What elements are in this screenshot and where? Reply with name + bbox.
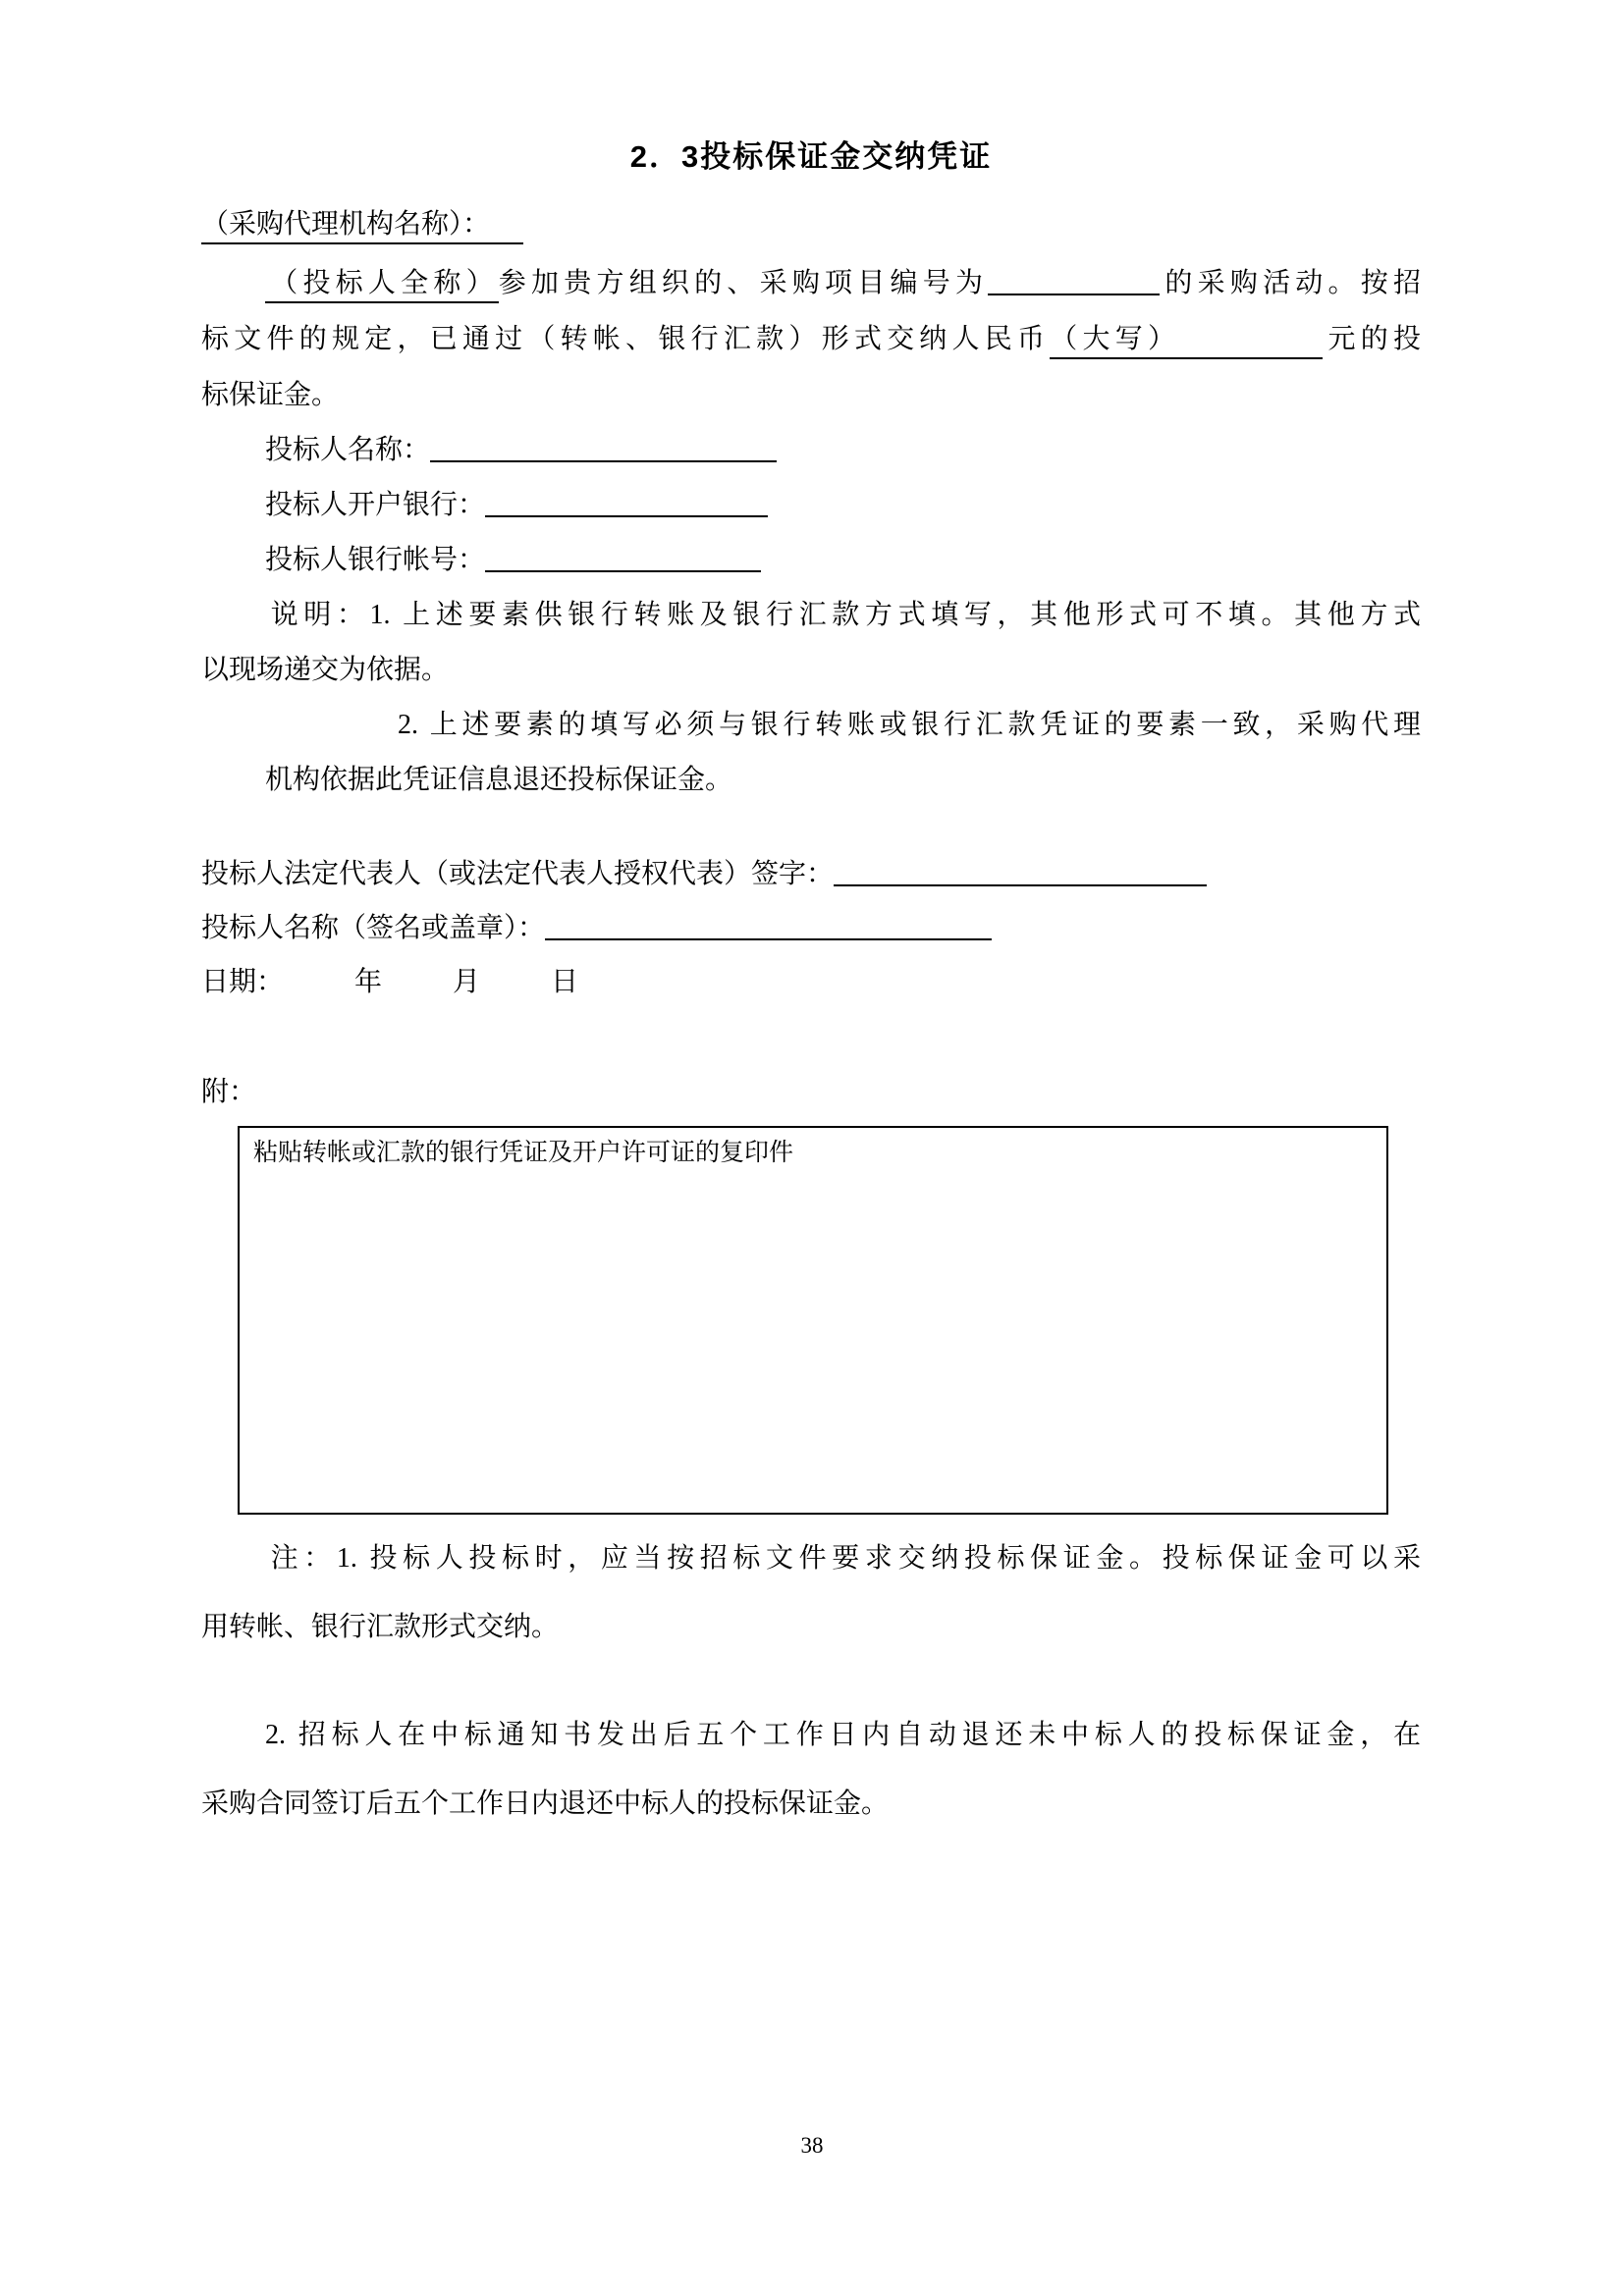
page-title: 2．3投标保证金交纳凭证 — [629, 139, 993, 174]
instructions-item-2-text: 2. 上述要素的填写必须与银行转账或银行汇款凭证的要素一致，采购代理 — [398, 710, 1421, 740]
bidder-name-label: 投标人名称： — [265, 435, 431, 465]
remarks-line-1 — [201, 1524, 1421, 1593]
representative-signature-blank-underline — [834, 865, 1207, 886]
amount-blank — [1180, 332, 1323, 351]
bidder-fields — [201, 423, 1421, 588]
agency-name-label: （采购代理机构名称）： — [201, 209, 523, 244]
project-number-blank-underline — [988, 274, 1160, 295]
remarks-line-2: 用转帐、银行汇款形式交纳。 — [201, 1612, 560, 1642]
bidder-seal-label: 投标人名称（签名或盖章）： — [201, 913, 546, 943]
date-day-label: 日 — [551, 967, 579, 997]
instructions-section — [201, 588, 1421, 808]
instructions-item-1-text: 说明：1. 上述要素供银行转账及银行汇款方式填写，其他形式可不填。其他方式 — [265, 600, 1421, 630]
instructions-line-1 — [201, 588, 1421, 643]
attachment-paste-box — [238, 1126, 1388, 1515]
intro-paragraph — [201, 255, 1421, 423]
bidder-account-label: 投标人银行帐号： — [265, 545, 486, 575]
date-year-label: 年 — [354, 967, 383, 997]
attachment-box-note: 粘贴转帐或汇款的银行凭证及开户许可证的复印件 — [253, 1140, 794, 1166]
bidder-account-blank-underline — [485, 551, 761, 572]
instructions-line-4 — [201, 753, 1421, 808]
representative-signature-line — [201, 847, 1421, 901]
remarks-line-4: 采购合同签订后五个工作日内退还中标人的投标保证金。 — [201, 1789, 890, 1819]
remarks-item-1-text: 注：1. 投标人投标时，应当按招标文件要求交纳投标保证金。投标保证金可以采 — [265, 1543, 1421, 1574]
page-number: 38 — [800, 2133, 824, 2158]
intro-text-project-number: 参加贵方组织的、采购项目编号为 — [498, 268, 989, 298]
remarks-item-2-text: 2. 招标人在中标通知书发出后五个工作日内自动退还未中标人的投标保证金，在 — [265, 1720, 1421, 1750]
date-line — [201, 955, 1421, 1009]
intro-text-payment-method: 标文件的规定，已通过（转帐、银行汇款）形式交纳人民币 — [201, 324, 1051, 354]
bidder-seal-blank-underline — [545, 919, 992, 940]
bidder-name-blank-underline — [430, 441, 777, 462]
intro-text-activity: 的采购活动。按招 — [1160, 268, 1421, 298]
representative-signature-label: 投标人法定代表人（或法定代表人授权代表）签字： — [201, 859, 835, 889]
date-month-label: 月 — [453, 967, 481, 997]
bidder-fullname-placeholder: （投标人全称） — [265, 268, 499, 303]
intro-line-2 — [201, 311, 1421, 367]
amount-in-words-underline — [1050, 324, 1323, 359]
remarks-line-3 — [201, 1701, 1421, 1770]
agency-name-line — [201, 202, 1421, 247]
bidder-bank-blank-underline — [485, 496, 768, 517]
instructions-line-3 — [201, 698, 1421, 753]
instructions-line-2: 以现场递交为依据。 — [201, 655, 450, 685]
bidder-seal-line — [201, 901, 1421, 955]
amount-in-words-label: （大写） — [1050, 324, 1181, 354]
bidder-bank-field-line — [201, 478, 1421, 533]
bidder-bank-label: 投标人开户银行： — [265, 490, 486, 520]
remarks-paragraph-2 — [201, 1701, 1421, 1839]
signature-section — [201, 847, 1421, 1009]
date-label: 日期： — [201, 967, 285, 997]
remarks-paragraph-1 — [201, 1524, 1421, 1662]
attachment-label: 附： — [201, 1077, 257, 1107]
intro-line-3: 标保证金。 — [201, 380, 340, 410]
instructions-item-2-continued: 机构依据此凭证信息退还投标保证金。 — [265, 765, 733, 795]
intro-text-yuan: 元的投 — [1323, 324, 1421, 354]
bidder-account-field-line — [201, 533, 1421, 588]
bidder-name-field-line — [201, 423, 1421, 478]
intro-line-1 — [201, 255, 1421, 311]
